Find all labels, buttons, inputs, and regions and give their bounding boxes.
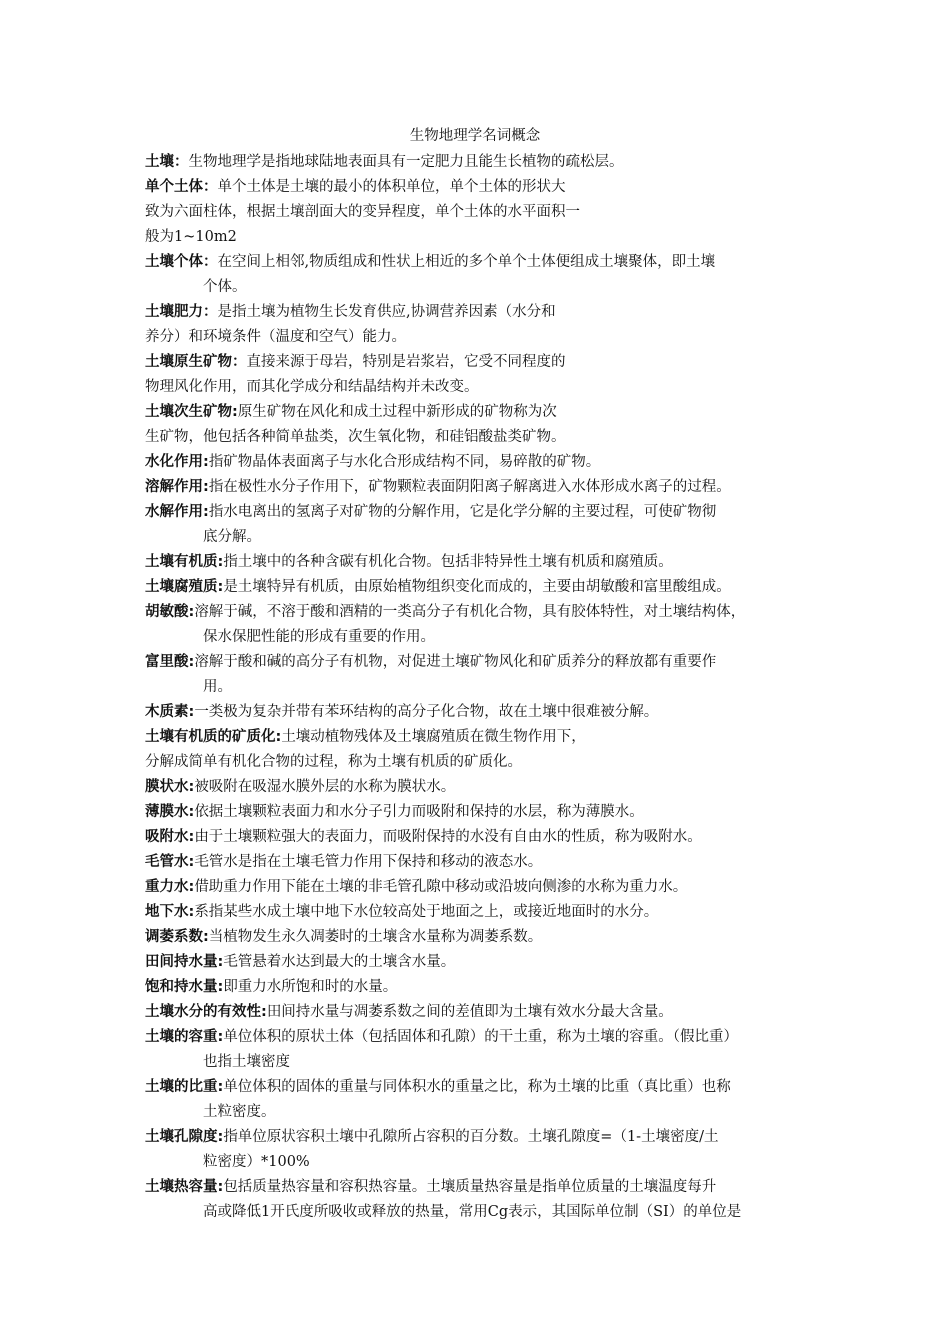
glossary-term: 土壤热容量: (145, 1179, 224, 1195)
entry-continuation-line (145, 225, 825, 250)
glossary-entry (145, 850, 825, 875)
entry-first-line (145, 1000, 825, 1025)
glossary-definition-text: 粒密度）*100% (203, 1154, 310, 1170)
glossary-term: 土壤肥力： (145, 304, 218, 320)
entry-first-line (145, 800, 825, 825)
glossary-entry (145, 300, 825, 350)
entry-first-line (145, 700, 825, 725)
glossary-term: 水化作用: (145, 454, 209, 470)
glossary-entry (145, 1075, 825, 1125)
glossary-definition-text: 由于土壤颗粒强大的表面力，而吸附保持的水没有自由水的性质，称为吸附水。 (194, 829, 702, 845)
glossary-definition-text: 指单位原状容积土壤中孔隙所占容积的百分数。土壤孔隙度=（1-土壤密度/土 (223, 1129, 719, 1145)
entry-continuation-line (145, 1100, 825, 1125)
glossary-definition-text: 养分）和环境条件（温度和空气）能力。 (145, 329, 406, 345)
entry-first-line (145, 150, 825, 175)
glossary-definition-text: 高或降低1开氏度所吸收或释放的热量，常用Cg表示，其国际单位制（SI）的单位是 (203, 1204, 742, 1220)
entry-first-line (145, 1075, 825, 1100)
glossary-entry (145, 575, 825, 600)
glossary-entry (145, 800, 825, 825)
glossary-definition-text: 田间持水量与凋萎系数之间的差值即为土壤有效水分最大含量。 (266, 1004, 673, 1020)
glossary-term: 富里酸: (145, 654, 195, 670)
entry-first-line (145, 300, 825, 325)
entry-first-line (145, 600, 825, 625)
glossary-term: 土壤水分的有效性: (145, 1004, 267, 1020)
glossary-term: 土壤的比重: (145, 1079, 224, 1095)
glossary-definition-text: 保水保肥性能的形成有重要的作用。 (203, 629, 435, 645)
entry-continuation-line (145, 1050, 825, 1075)
glossary-definition-text: 被吸附在吸湿水膜外层的水称为膜状水。 (194, 779, 456, 795)
entry-continuation-line (145, 525, 825, 550)
glossary-entry (145, 925, 825, 950)
entry-continuation-line (145, 275, 825, 300)
entry-continuation-line (145, 1150, 825, 1175)
glossary-entry (145, 175, 825, 250)
glossary-entry (145, 1025, 825, 1075)
entry-first-line (145, 825, 825, 850)
glossary-term: 木质素: (145, 704, 195, 720)
glossary-entry (145, 250, 825, 300)
glossary-definition-text: 当植物发生永久凋萎时的土壤含水量称为凋萎系数。 (208, 929, 543, 945)
glossary-definition-text: 依据土壤颗粒表面力和水分子引力而吸附和保持的水层，称为薄膜水。 (194, 804, 644, 820)
glossary-entry (145, 500, 825, 550)
entry-first-line (145, 450, 825, 475)
glossary-entry (145, 150, 825, 175)
glossary-entry (145, 1175, 825, 1225)
glossary-definition-text: 生矿物，他包括各种简单盐类，次生氧化物，和硅铝酸盐类矿物。 (145, 429, 566, 445)
glossary-definition-text: 在空间上相邻,物质组成和性状上相近的多个单个土体便组成土壤聚体，即土壤 (217, 254, 716, 270)
glossary-term: 膜状水: (145, 779, 195, 795)
glossary-term: 田间持水量: (145, 954, 224, 970)
glossary-definition-text: 也指土壤密度 (203, 1054, 290, 1070)
glossary-definition-text: 般为1~10m2 (145, 229, 237, 245)
glossary-entry (145, 950, 825, 975)
glossary-term: 调萎系数: (145, 929, 209, 945)
glossary-entry (145, 700, 825, 725)
glossary-definition-text: 是指土壤为植物生长发育供应,协调营养因素（水分和 (217, 304, 556, 320)
glossary-term: 胡敏酸: (145, 604, 195, 620)
glossary-term: 土壤孔隙度: (145, 1129, 224, 1145)
glossary-term: 薄膜水: (145, 804, 195, 820)
entry-first-line (145, 850, 825, 875)
glossary-definition-text: 毛管悬着水达到最大的土壤含水量。 (223, 954, 456, 970)
glossary-definition-text: 原生矿物在风化和成土过程中新形成的矿物称为次 (237, 404, 557, 420)
glossary-entry (145, 725, 825, 775)
entry-first-line (145, 650, 825, 675)
glossary-definition-text: 即重力水所饱和时的水量。 (223, 979, 398, 995)
glossary-term: 毛管水: (145, 854, 195, 870)
glossary-term: 土壤的容重: (145, 1029, 224, 1045)
glossary-entry (145, 825, 825, 850)
glossary-definition-text: 用。 (203, 679, 232, 695)
entry-first-line (145, 250, 825, 275)
glossary-definition-text: 指在极性水分子作用下，矿物颗粒表面阴阳离子解离进入水体形成水离子的过程。 (208, 479, 731, 495)
entry-continuation-line (145, 1200, 825, 1225)
entry-first-line (145, 925, 825, 950)
glossary-term: 地下水: (145, 904, 195, 920)
glossary-definition-text: 个体。 (203, 279, 247, 295)
entry-first-line (145, 575, 825, 600)
entry-first-line (145, 1175, 825, 1200)
glossary-entry (145, 400, 825, 450)
glossary-term: 溶解作用: (145, 479, 209, 495)
glossary-definition-text: 单个土体是土壤的最小的体积单位，单个土体的形状大 (217, 179, 566, 195)
glossary-entry (145, 975, 825, 1000)
glossary-term: 饱和持水量: (145, 979, 224, 995)
glossary-list (145, 150, 825, 1225)
glossary-entry (145, 775, 825, 800)
glossary-definition-text: 单位体积的固体的重量与同体积水的重量之比，称为土壤的比重（真比重）也称 (223, 1079, 731, 1095)
glossary-entry (145, 450, 825, 475)
glossary-term: 土壤： (145, 154, 189, 170)
entry-first-line (145, 950, 825, 975)
entry-first-line (145, 500, 825, 525)
glossary-definition-text: 底分解。 (203, 529, 261, 545)
entry-first-line (145, 725, 825, 750)
glossary-definition-text: 溶解于碱，不溶于酸和酒精的一类高分子有机化合物，具有胶体特性，对土壤结构体， (194, 604, 746, 620)
glossary-definition-text: 指水电离出的氢离子对矿物的分解作用，它是化学分解的主要过程，可使矿物彻 (208, 504, 717, 520)
glossary-entry (145, 1125, 825, 1175)
glossary-term: 重力水: (145, 879, 195, 895)
entry-continuation-line (145, 425, 825, 450)
glossary-definition-text: 一类极为复杂并带有苯环结构的高分子化合物，故在土壤中很难被分解。 (194, 704, 659, 720)
glossary-entry (145, 550, 825, 575)
glossary-definition-text: 毛管水是指在土壤毛管力作用下保持和移动的液态水。 (194, 854, 543, 870)
glossary-term: 土壤次生矿物: (145, 404, 238, 420)
glossary-term: 土壤有机质的矿质化: (145, 729, 282, 745)
glossary-definition-text: 指土壤中的各种含碳有机化合物。包括非特异性土壤有机质和腐殖质。 (223, 554, 673, 570)
entry-first-line (145, 400, 825, 425)
entry-first-line (145, 875, 825, 900)
glossary-definition-text: 分解成简单有机化合物的过程，称为土壤有机质的矿质化。 (145, 754, 522, 770)
glossary-definition-text: 物理风化作用，而其化学成分和结晶结构并未改变。 (145, 379, 479, 395)
glossary-definition-text: 包括质量热容量和容积热容量。土壤质量热容量是指单位质量的土壤温度每升 (223, 1179, 717, 1195)
glossary-entry (145, 650, 825, 700)
glossary-term: 土壤个体： (145, 254, 218, 270)
glossary-term: 吸附水: (145, 829, 195, 845)
entry-continuation-line (145, 325, 825, 350)
glossary-definition-text: 指矿物晶体表面离子与水化合形成结构不同，易碎散的矿物。 (208, 454, 601, 470)
glossary-definition-text: 直接来源于母岩，特别是岩浆岩，它受不同程度的 (246, 354, 566, 370)
glossary-entry (145, 875, 825, 900)
glossary-definition-text: 生物地理学是指地球陆地表面具有一定肥力且能生长植物的疏松层。 (188, 154, 624, 170)
glossary-definition-text: 土壤动植物残体及土壤腐殖质在微生物作用下， (281, 729, 586, 745)
glossary-entry (145, 900, 825, 925)
entry-first-line (145, 1025, 825, 1050)
glossary-entry (145, 350, 825, 400)
glossary-definition-text: 土粒密度。 (203, 1104, 276, 1120)
entry-continuation-line (145, 675, 825, 700)
document-title: 生物地理学名词概念 (409, 128, 541, 144)
glossary-definition-text: 是土壤特异有机质，由原始植物组织变化而成的，主要由胡敏酸和富里酸组成。 (223, 579, 731, 595)
entry-first-line (145, 900, 825, 925)
glossary-entry (145, 1000, 825, 1025)
entry-first-line (145, 475, 825, 500)
glossary-term: 土壤腐殖质: (145, 579, 224, 595)
glossary-term: 单个土体： (145, 179, 218, 195)
glossary-term: 水解作用: (145, 504, 209, 520)
entry-continuation-line (145, 200, 825, 225)
glossary-definition-text: 借助重力作用下能在土壤的非毛管孔隙中移动或沿坡向侧渗的水称为重力水。 (194, 879, 688, 895)
glossary-entry (145, 475, 825, 500)
entry-continuation-line (145, 375, 825, 400)
entry-first-line (145, 550, 825, 575)
entry-first-line (145, 975, 825, 1000)
entry-first-line (145, 175, 825, 200)
entry-first-line (145, 775, 825, 800)
entry-continuation-line (145, 750, 825, 775)
glossary-definition-text: 溶解于酸和碱的高分子有机物，对促进土壤矿物风化和矿质养分的释放都有重要作 (194, 654, 717, 670)
glossary-entry (145, 600, 825, 650)
entry-first-line (145, 350, 825, 375)
glossary-definition-text: 致为六面柱体，根据土壤剖面大的变异程度，单个土体的水平面积一 (145, 204, 580, 220)
glossary-definition-text: 系指某些水成土壤中地下水位较高处于地面之上，或接近地面时的水分。 (194, 904, 659, 920)
entry-continuation-line (145, 625, 825, 650)
glossary-definition-text: 单位体积的原状土体（包括固体和孔隙）的干土重，称为土壤的容重。（假比重） (223, 1029, 739, 1045)
glossary-term: 土壤有机质: (145, 554, 224, 570)
glossary-term: 土壤原生矿物： (145, 354, 247, 370)
entry-first-line (145, 1125, 825, 1150)
